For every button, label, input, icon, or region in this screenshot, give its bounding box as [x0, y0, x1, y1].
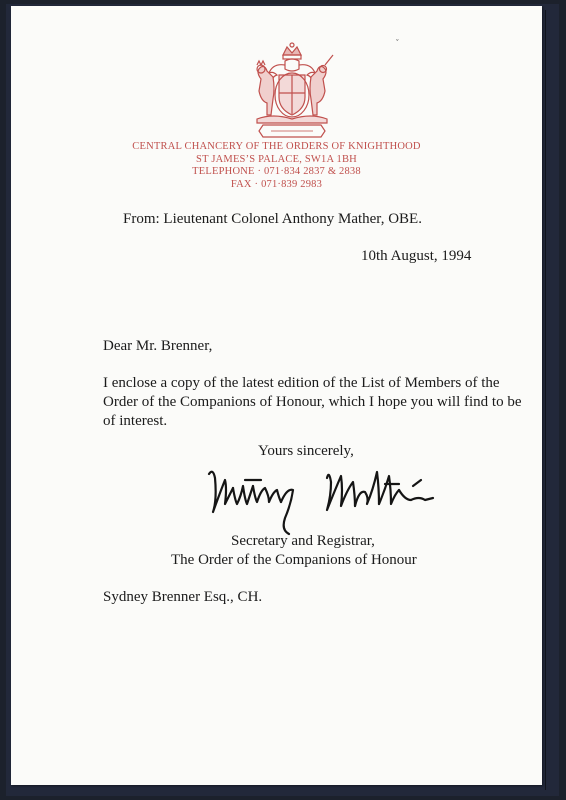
letter-body: I enclose a copy of the latest edition of the List of Members of the Order of the Companions of Honour, which I hope you will find to be of interest. [103, 375, 522, 429]
letter-date: 10th August, 1994 [361, 248, 472, 264]
ink-mark: ˇ [396, 38, 399, 47]
letterhead-telephone: TELEPHONE · 071·834 2837 & 2838 [192, 166, 361, 177]
letter-page [11, 6, 542, 785]
letterhead-address: ST JAMES’S PALACE, SW1A 1BH [196, 153, 357, 165]
closing: Yours sincerely, [258, 443, 354, 459]
letterhead [11, 141, 542, 191]
royal-coat-of-arms-icon [243, 41, 341, 141]
handwritten-signature [199, 460, 461, 540]
signatory-title: Secretary and Registrar, [231, 533, 375, 549]
letterhead-office: CENTRAL CHANCERY OF THE ORDERS OF KNIGHTHOOD [132, 141, 421, 152]
recipient: Sydney Brenner Esq., CH. [103, 589, 263, 605]
frame-edge [545, 10, 546, 790]
salutation: Dear Mr. Brenner, [103, 338, 213, 354]
signatory-order: The Order of the Companions of Honour [171, 552, 417, 568]
letterhead-fax: FAX · 071·839 2983 [230, 178, 323, 190]
sender-line: From: Lieutenant Colonel Anthony Mather, OBE. [123, 211, 422, 227]
